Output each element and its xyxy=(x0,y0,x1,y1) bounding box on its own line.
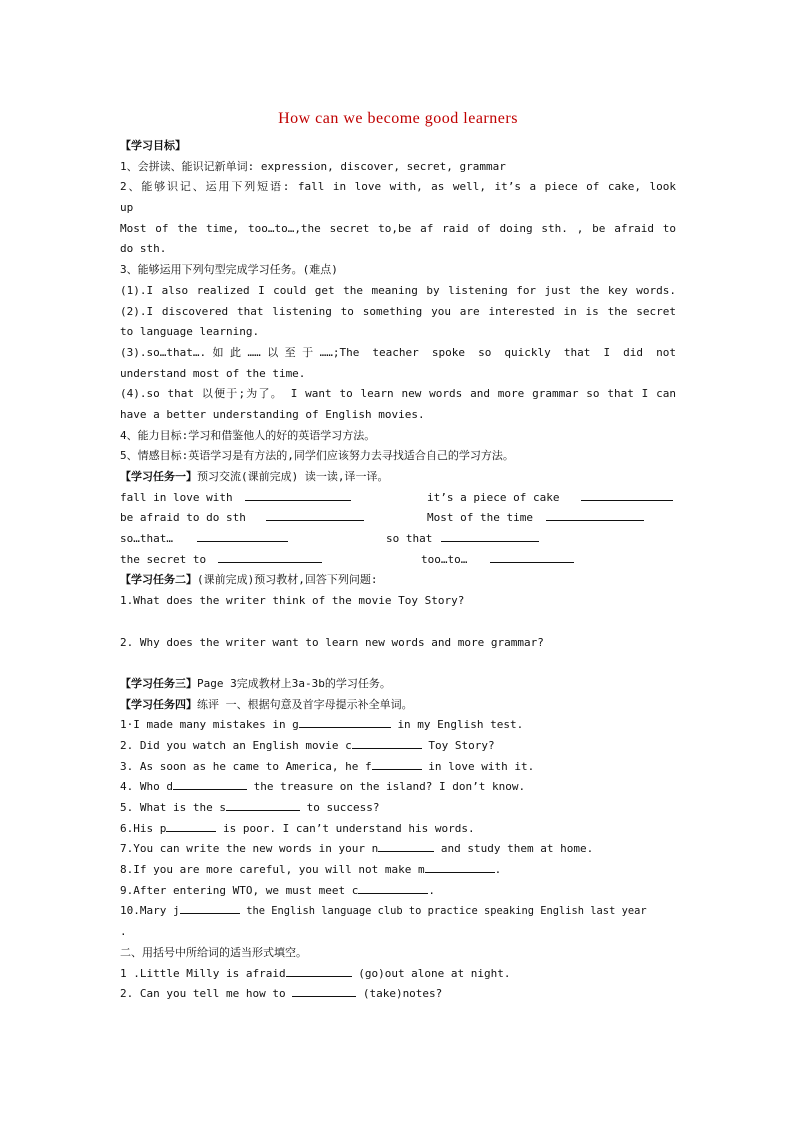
exercise-item: 7.You can write the new words in your n and study them at home. xyxy=(120,842,594,856)
exercise-item: 9.After entering WTO, we must meet c . xyxy=(120,883,436,897)
sentence-2-cont: to language learning. xyxy=(120,325,260,339)
task3-desc: Page 3完成教材上3a-3b的学习任务。 xyxy=(197,676,391,690)
sentence-3: (3).so…that….如此……以至于……;The teacher spoke so quickly that I did not xyxy=(120,345,676,359)
worksheet-title: How can we become good learners xyxy=(278,110,518,127)
task4-desc: 练评 一、根据句意及首字母提示补全单词。 xyxy=(197,697,413,711)
answer-blank[interactable] xyxy=(197,529,288,550)
task4-header xyxy=(120,695,676,716)
goal-5: 5、情感目标:英语学习是有方法的,同学们应该努力去寻找适合自己的学习方法。 xyxy=(120,449,514,463)
goal-4: 4、能力目标:学习和借鉴他人的好的英语学习方法。 xyxy=(120,428,376,442)
task2-header xyxy=(120,570,676,591)
answer-blank[interactable] xyxy=(292,985,356,997)
answer-blank[interactable] xyxy=(245,488,351,509)
goal-2-phrases-cont: do sth. xyxy=(120,242,167,256)
exercise-item: 8.If you are more careful, you will not make m . xyxy=(120,863,502,877)
answer-blank[interactable] xyxy=(299,716,391,728)
phrase: it’s a piece of cake xyxy=(427,490,560,504)
task1-heading: 【学习任务一】 xyxy=(120,470,197,483)
answer-blank[interactable] xyxy=(581,488,673,509)
exercise-item: 6.His p is poor. I can’t understand his words. xyxy=(120,821,475,835)
phrase: so…that… xyxy=(120,532,173,546)
answer-blank[interactable] xyxy=(358,882,428,894)
answer-blank[interactable] xyxy=(226,799,300,811)
answer-blank[interactable] xyxy=(173,778,247,790)
answer-blank[interactable] xyxy=(490,550,574,571)
sentence-4: (4).so that 以便于;为了。 I want to learn new words and more grammar so that I can xyxy=(120,387,676,401)
goal-1: 1、会拼读、能识记新单词: expression, discover, secret, grammar xyxy=(120,159,506,173)
phrase: so that xyxy=(386,532,433,546)
task2-question-2: 2. Why does the writer want to learn new words and more grammar? xyxy=(120,635,544,649)
exercise-item: 4. Who d the treasure on the island? I don’t know. xyxy=(120,780,526,794)
task3-heading: 【学习任务三】 xyxy=(120,676,197,690)
exercise-item: 2. Did you watch an English movie c Toy Story? xyxy=(120,738,495,752)
sentence-2: (2).I discovered that listening to something you are interested in is the secret xyxy=(120,304,676,318)
task4-heading: 【学习任务四】 xyxy=(120,697,197,711)
task2-desc: (课前完成)预习教材,回答下列问题: xyxy=(197,573,378,587)
task1-row-2 xyxy=(120,508,676,529)
task3-header xyxy=(120,674,676,695)
goal-2-cont: up xyxy=(120,201,134,215)
answer-blank[interactable] xyxy=(352,737,422,749)
goals-heading: 【学习目标】 xyxy=(120,139,186,152)
answer-blank[interactable] xyxy=(286,965,352,977)
sentence-3-cont: understand most of the time. xyxy=(120,366,306,380)
answer-blank[interactable] xyxy=(180,902,240,914)
task2-question-1: 1.What does the writer think of the movie Toy Story? xyxy=(120,594,465,608)
fill-item: 2. Can you tell me how to (take)notes? xyxy=(120,987,443,1001)
exercise-item: 10.Mary j the English language club to practice speaking English last year xyxy=(120,904,647,918)
worksheet-page xyxy=(120,106,676,1005)
goal-2-phrases: Most of the time, too…to…,the secret to,be af raid of doing sth. , be afraid to xyxy=(120,221,676,235)
goal-2: 2、能够识记、运用下列短语: fall in love with, as well, it’s a piece of cake, look xyxy=(120,180,676,194)
task1-desc: 预习交流(课前完成) 读一读,译一译。 xyxy=(197,470,389,483)
phrase: Most of the time xyxy=(427,511,533,525)
answer-blank[interactable] xyxy=(441,529,539,550)
task1-header xyxy=(120,467,676,488)
sentence-4-cont: have a better understanding of English movies. xyxy=(120,407,425,421)
task1-row-1 xyxy=(120,488,676,509)
phrase: be afraid to do sth xyxy=(120,511,246,525)
phrase: too…to… xyxy=(421,552,468,566)
answer-blank[interactable] xyxy=(425,861,495,873)
task2-heading: 【学习任务二】 xyxy=(120,573,197,587)
task1-row-4 xyxy=(120,550,676,571)
answer-blank[interactable] xyxy=(378,840,434,852)
sentence-1: (1).I also realized I could get the meaning by listening for just the key words. xyxy=(120,283,676,297)
answer-blank[interactable] xyxy=(266,508,364,529)
phrase: the secret to xyxy=(120,552,207,566)
answer-space xyxy=(120,653,676,674)
answer-blank[interactable] xyxy=(546,508,644,529)
answer-blank[interactable] xyxy=(372,758,422,770)
phrase: fall in love with xyxy=(120,490,233,504)
answer-space xyxy=(120,612,676,633)
exercise-item: 1·I made many mistakes in g in my English test. xyxy=(120,718,524,732)
task1-row-3 xyxy=(120,529,676,550)
exercise-item: 5. What is the s to success? xyxy=(120,801,380,814)
exercise-item-tail: . xyxy=(120,925,127,939)
answer-blank[interactable] xyxy=(218,550,322,571)
exercise-item: 3. As soon as he came to America, he f in love with it. xyxy=(120,759,535,773)
fill-item: 1 .Little Milly is afraid (go)out alone at night. xyxy=(120,966,511,980)
goal-3: 3、能够运用下列句型完成学习任务。(难点) xyxy=(120,263,338,277)
answer-blank[interactable] xyxy=(166,820,216,832)
part2-heading: 二、用括号中所给词的适当形式填空。 xyxy=(120,945,307,959)
